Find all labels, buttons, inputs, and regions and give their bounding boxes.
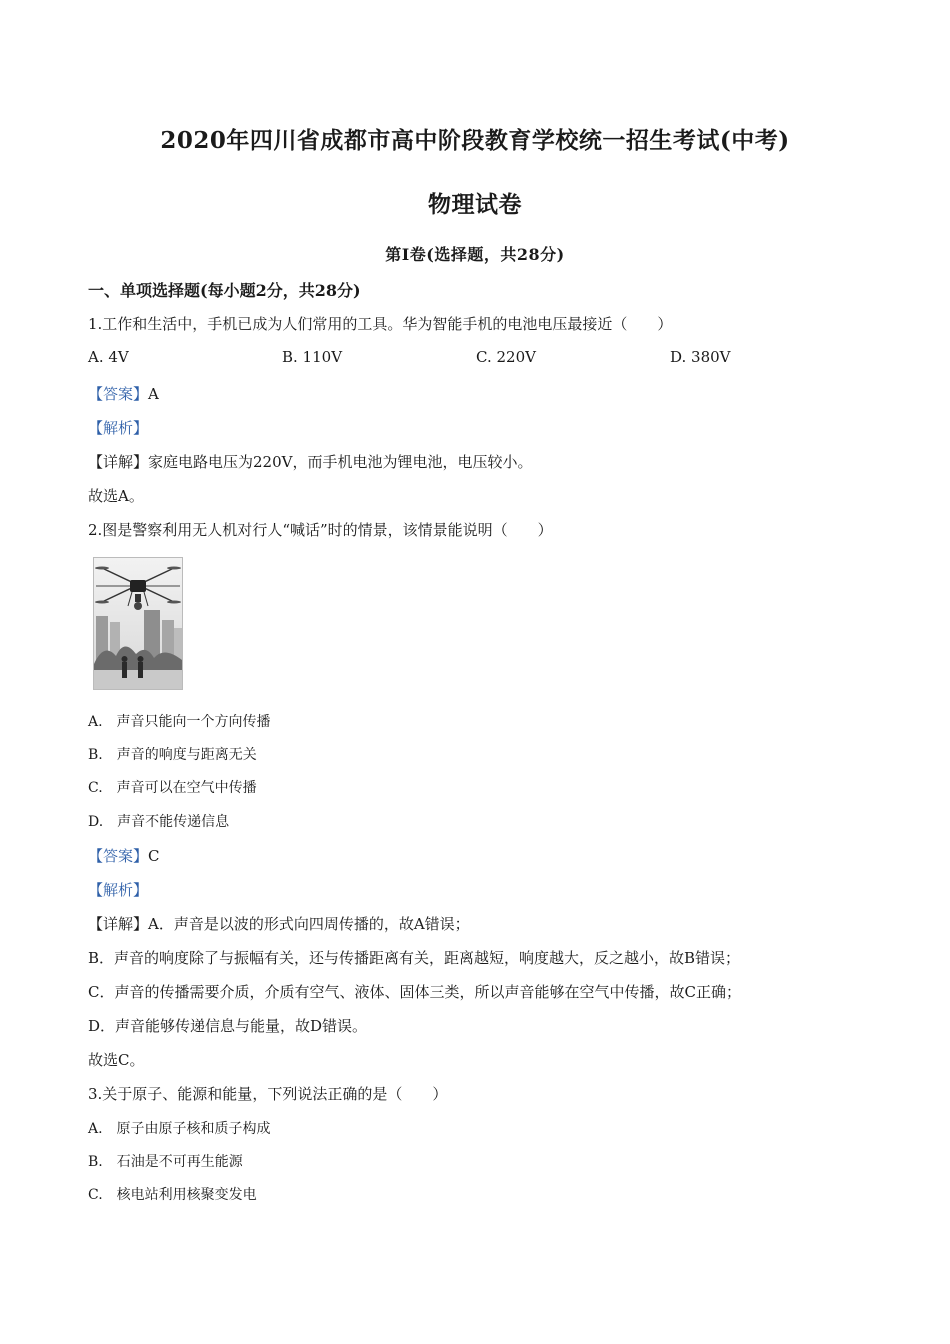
question-1-answer [88,383,159,404]
option-d: D. 380V [670,348,731,366]
answer-label: 【答案】 [88,385,149,403]
question-2-detail-c: C．声音的传播需要介质，介质有空气、液体、固体三类，所以声音能够在空气中传播，故C正确； [88,983,741,1001]
question-1-conclusion: 故选A。 [88,487,144,505]
question-2-analysis-label: 【解析】 [88,881,149,899]
section-heading: 一、单项选择题(每小题2分，共28分) [88,281,361,300]
question-2-option-c: C. 声音可以在空气中传播 [88,780,257,796]
exam-title: 2020年四川省成都市高中阶段教育学校统一招生考试(中考) [160,127,790,154]
answer-value: C [148,847,160,865]
question-2-option-a: A. 声音只能向一个方向传播 [88,714,271,730]
exam-subtitle: 物理试卷 [428,191,522,218]
question-1-detail: 【详解】家庭电路电压为220V，而手机电池为锂电池，电压较小。 [88,453,533,471]
question-3-option-b: B. 石油是不可再生能源 [88,1154,243,1170]
question-2-option-b: B. 声音的响度与距离无关 [88,747,257,763]
question-2-option-d: D. 声音不能传递信息 [88,814,230,830]
question-2-detail-a: 【详解】A．声音是以波的形式向四周传播的，故A错误； [88,915,470,933]
drone-photo-icon [94,558,182,689]
answer-label: 【答案】 [88,847,149,865]
question-3-option-c: C. 核电站利用核聚变发电 [88,1187,257,1203]
question-3-stem: 3.关于原子、能源和能量，下列说法正确的是（ ） [88,1085,448,1103]
question-1-stem: 1.工作和生活中，手机已成为人们常用的工具。华为智能手机的电池电压最接近（ ） [88,315,673,333]
option-b: B. 110V [282,348,343,366]
option-c: C. 220V [476,348,536,366]
answer-value: A [148,385,159,403]
volume-heading: 第I卷(选择题，共28分) [385,245,565,264]
question-1-analysis-label: 【解析】 [88,419,149,437]
question-2-detail-b: B．声音的响度除了与振幅有关，还与传播距离有关，距离越短，响度越大，反之越小，故B错误； [88,949,741,967]
drone-police-photo [93,557,183,690]
question-2-detail-d: D．声音能够传递信息与能量，故D错误。 [88,1017,368,1035]
question-2-answer [88,845,160,866]
question-2-stem: 2.图是警察利用无人机对行人“喊话”时的情景，该情景能说明（ ） [88,521,553,539]
option-a: A. 4V [88,348,129,366]
question-3-option-a: A. 原子由原子核和质子构成 [88,1121,271,1137]
question-2-conclusion: 故选C。 [88,1051,145,1069]
